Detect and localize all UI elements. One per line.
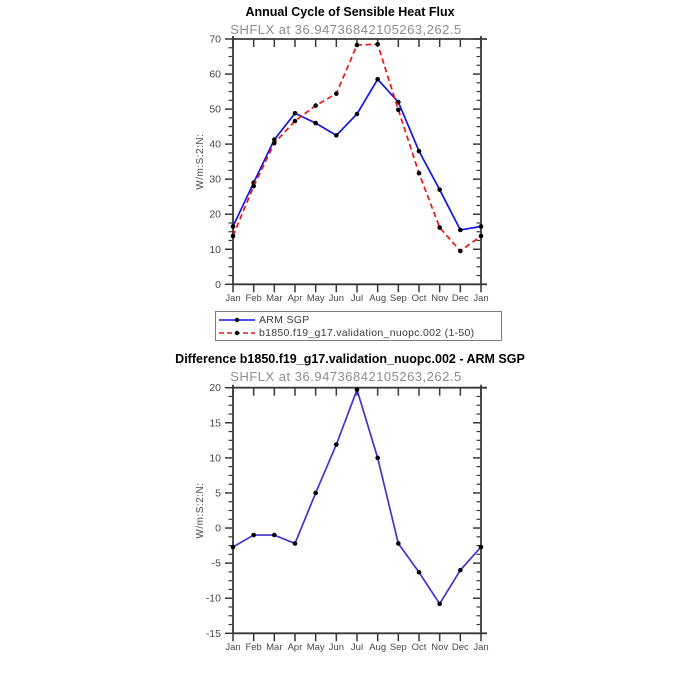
svg-text:60: 60 <box>209 68 221 81</box>
svg-text:May: May <box>306 292 325 304</box>
svg-text:Sep: Sep <box>389 641 407 653</box>
svg-text:20: 20 <box>209 382 221 395</box>
svg-text:Apr: Apr <box>287 292 303 304</box>
svg-text:Aug: Aug <box>369 292 387 304</box>
svg-text:Apr: Apr <box>287 641 303 653</box>
svg-text:-15: -15 <box>205 627 221 640</box>
svg-text:Nov: Nov <box>431 641 449 653</box>
svg-text:Feb: Feb <box>245 641 262 653</box>
svg-text:-5: -5 <box>211 557 221 570</box>
bottom-chart-title: Difference b1850.f19_g17.validation_nuopc.002 - ARM SGP <box>175 352 525 366</box>
legend-row-model <box>218 326 499 339</box>
svg-text:Jan: Jan <box>473 292 489 304</box>
svg-text:May: May <box>306 641 325 653</box>
svg-text:Dec: Dec <box>451 641 469 653</box>
svg-text:40: 40 <box>209 138 221 151</box>
svg-text:0: 0 <box>215 522 221 535</box>
svg-text:10: 10 <box>209 452 221 465</box>
legend-box <box>215 311 502 341</box>
svg-text:Oct: Oct <box>411 641 427 653</box>
svg-text:Nov: Nov <box>431 292 449 304</box>
legend-row-arm-sgp <box>218 313 499 326</box>
svg-text:20: 20 <box>209 208 221 221</box>
svg-text:15: 15 <box>209 417 221 430</box>
svg-text:Sep: Sep <box>389 292 407 304</box>
bottom-chart-subtitle: SHFLX at 36.94736842105263,262.5 <box>230 369 462 384</box>
svg-text:Jun: Jun <box>328 292 344 304</box>
svg-text:Feb: Feb <box>245 292 262 304</box>
legend-label-arm-sgp: ARM SGP <box>259 313 310 326</box>
svg-text:Mar: Mar <box>266 292 283 304</box>
svg-text:Jul: Jul <box>350 292 364 304</box>
svg-text:30: 30 <box>209 173 221 186</box>
svg-text:0: 0 <box>215 278 221 291</box>
top-chart-subtitle: SHFLX at 36.94736842105263,262.5 <box>230 22 462 37</box>
svg-text:W/m:S:2:N:: W/m:S:2:N: <box>195 482 206 539</box>
svg-text:Jul: Jul <box>350 641 364 653</box>
svg-text:70: 70 <box>209 33 221 46</box>
svg-text:-10: -10 <box>205 592 221 605</box>
svg-text:50: 50 <box>209 103 221 116</box>
svg-text:Mar: Mar <box>266 641 283 653</box>
svg-text:5: 5 <box>215 487 221 500</box>
legend-line-sample-model <box>218 327 256 339</box>
svg-text:10: 10 <box>209 243 221 256</box>
svg-text:Jan: Jan <box>225 641 241 653</box>
svg-text:Aug: Aug <box>369 641 387 653</box>
legend-label-model: b1850.f19_g17.validation_nuopc.002 (1-50) <box>259 326 475 339</box>
svg-text:Dec: Dec <box>451 292 469 304</box>
svg-text:Jan: Jan <box>225 292 241 304</box>
legend-line-sample-arm-sgp <box>218 314 256 326</box>
top-chart-title: Annual Cycle of Sensible Heat Flux <box>245 5 455 19</box>
svg-text:Jan: Jan <box>473 641 489 653</box>
svg-text:Oct: Oct <box>411 292 427 304</box>
svg-text:Jun: Jun <box>328 641 344 653</box>
svg-text:W/m:S:2:N:: W/m:S:2:N: <box>195 133 206 190</box>
